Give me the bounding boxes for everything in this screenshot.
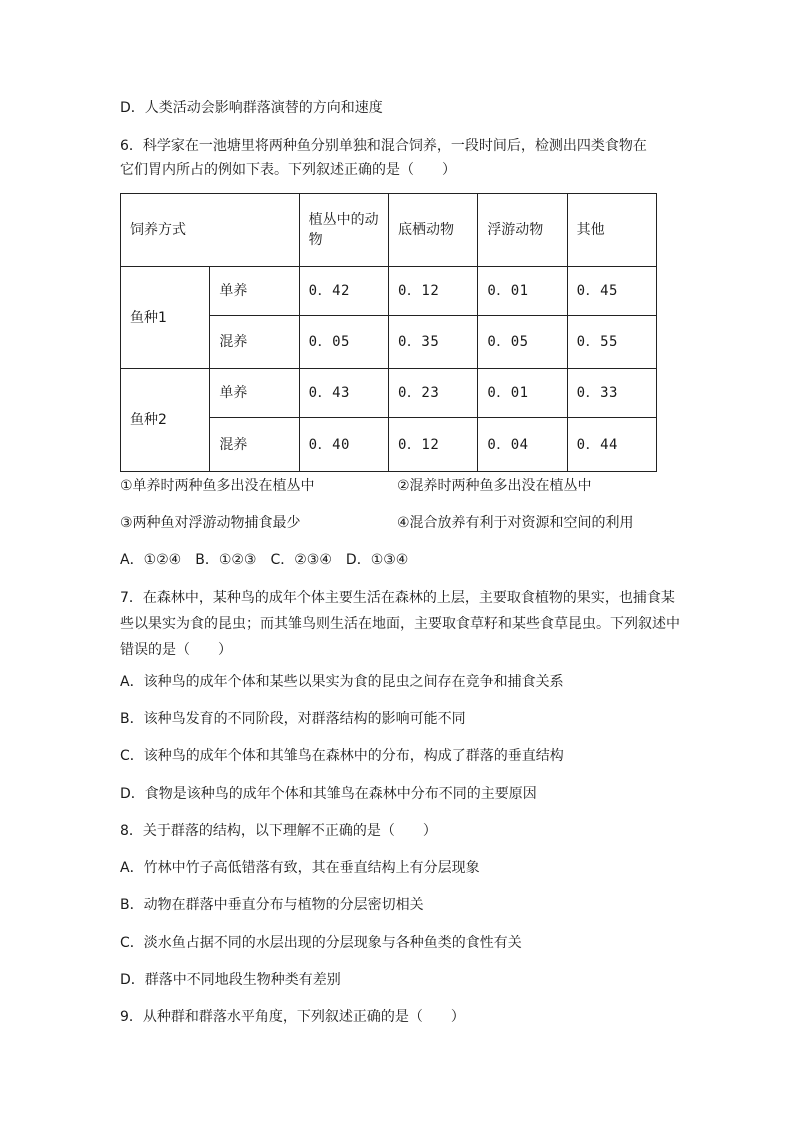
group-label-fish1: 鱼种1 — [121, 267, 210, 369]
header-benthic: 底栖动物 — [388, 194, 477, 267]
q6-statement-2: ②混养时两种鱼多出没在植丛中 — [397, 478, 592, 494]
value-cell: 0．01 — [478, 267, 567, 316]
q7-option-a: A．该种鸟的成年个体和某些以果实为食的昆虫之间存在竞争和捕食关系 — [120, 674, 564, 690]
value-cell: 0．05 — [478, 316, 567, 369]
q8-option-b: B．动物在群落中垂直分布与植物的分层密切相关 — [120, 897, 424, 913]
q9-stem: 9．从种群和群落水平角度，下列叙述正确的是（ ） — [120, 1009, 465, 1025]
q7-option-d: D．食物是该种鸟的成年个体和其雏鸟在森林中分布不同的主要原因 — [120, 786, 537, 802]
q8-stem: 8．关于群落的结构，以下理解不正确的是（ ） — [120, 823, 437, 839]
value-cell: 0．45 — [567, 267, 656, 316]
method-cell: 单养 — [210, 369, 299, 418]
q6-stem-line1: 6．科学家在一池塘里将两种鱼分别单独和混合饲养，一段时间后，检测出四类食物在 — [120, 138, 647, 154]
table-row — [121, 369, 657, 418]
q8-option-c: C．淡水鱼占据不同的水层出现的分层现象与各种鱼类的食性有关 — [120, 935, 522, 951]
value-cell: 0．35 — [388, 316, 477, 369]
value-cell: 0．23 — [388, 369, 477, 418]
header-other: 其他 — [567, 194, 656, 267]
value-cell: 0．42 — [299, 267, 388, 316]
q6-options: A．①②④ B．①②③ C．②③④ D．①③④ — [120, 552, 409, 568]
value-cell: 0．05 — [299, 316, 388, 369]
value-cell: 0．33 — [567, 369, 656, 418]
q8-option-d: D．群落中不同地段生物种类有差别 — [120, 972, 341, 988]
q5-option-d: D．人类活动会影响群落演替的方向和速度 — [120, 100, 383, 116]
table-row — [121, 267, 657, 316]
q8-option-a: A．竹林中竹子高低错落有致，其在垂直结构上有分层现象 — [120, 860, 480, 876]
q6-statement-1: ①单养时两种鱼多出没在植丛中 — [120, 478, 315, 494]
q7-option-b: B．该种鸟发育的不同阶段，对群落结构的影响可能不同 — [120, 711, 466, 727]
table-header-row — [121, 194, 657, 267]
value-cell: 0．40 — [299, 418, 388, 472]
value-cell: 0．44 — [567, 418, 656, 472]
q6-stem-line2: 它们胃内所占的例如下表。下列叙述正确的是（ ） — [120, 162, 456, 178]
q6-statement-3: ③两种鱼对浮游动物捕食最少 — [120, 515, 301, 531]
group-label-fish2: 鱼种2 — [121, 369, 210, 472]
value-cell: 0．01 — [478, 369, 567, 418]
q7-option-c: C．该种鸟的成年个体和其雏鸟在森林中的分布，构成了群落的垂直结构 — [120, 748, 564, 764]
value-cell: 0．12 — [388, 418, 477, 472]
value-cell: 0．12 — [388, 267, 477, 316]
header-method: 饲养方式 — [121, 194, 300, 267]
value-cell: 0．04 — [478, 418, 567, 472]
value-cell: 0．55 — [567, 316, 656, 369]
method-cell: 单养 — [210, 267, 299, 316]
method-cell: 混养 — [210, 418, 299, 472]
q6-statement-4: ④混合放养有利于对资源和空间的利用 — [397, 515, 634, 531]
header-plant-animals: 植丛中的动物 — [299, 194, 388, 267]
value-cell: 0．43 — [299, 369, 388, 418]
header-plankton: 浮游动物 — [478, 194, 567, 267]
diet-table — [120, 193, 657, 472]
method-cell: 混养 — [210, 316, 299, 369]
q7-stem: 7．在森林中，某种鸟的成年个体主要生活在森林的上层，主要取食植物的果实，也捕食某些以果实为食的昆虫；而其雏鸟则生活在地面，主要取食草籽和某些食草昆虫。下列叙述中错误的是（ ） — [120, 590, 680, 658]
